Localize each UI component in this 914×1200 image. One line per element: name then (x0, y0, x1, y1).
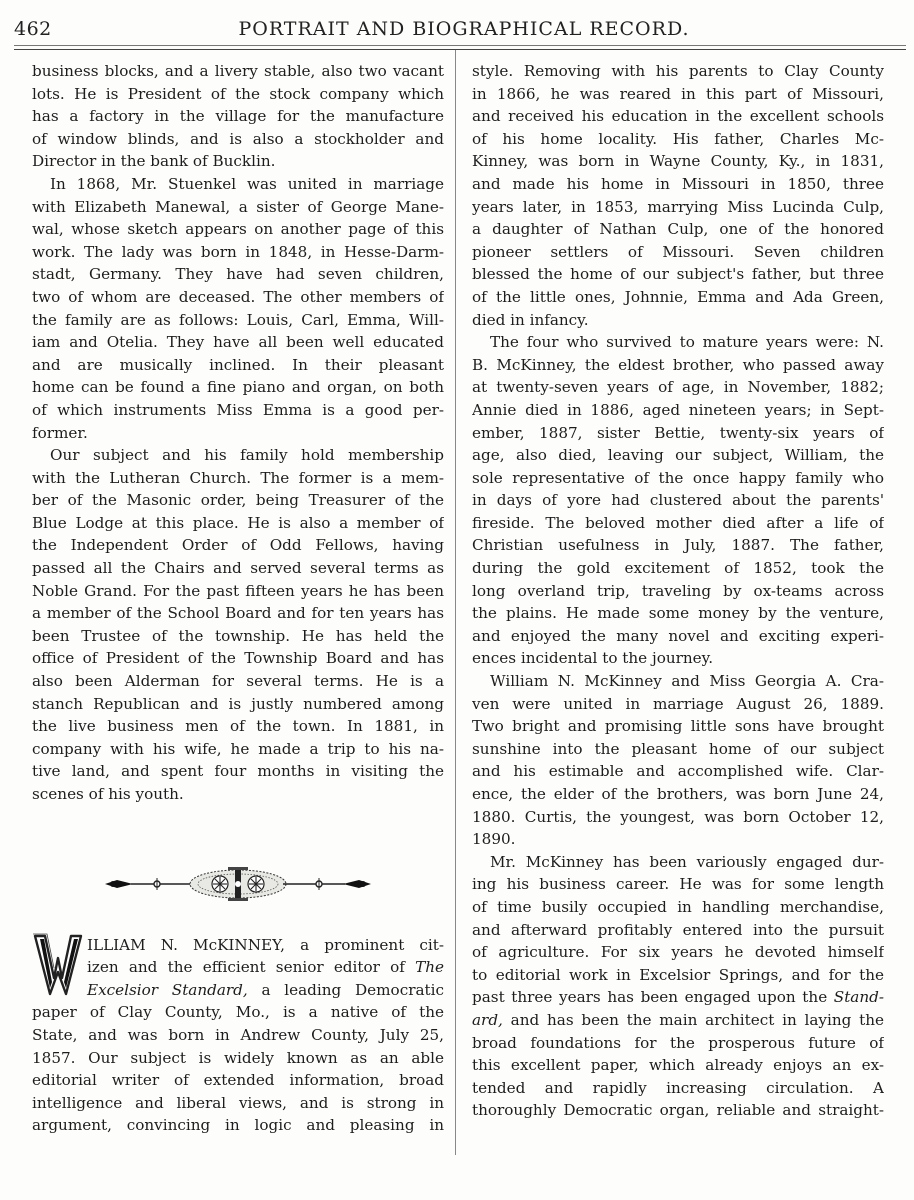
text-line: In 1868, Mr. Stuenkel was united in marriage (50, 174, 444, 193)
text-line: Blue Lodge at this place. He is also a member of (32, 513, 444, 532)
text-line: in 1866, he was reared in this part of Missouri, (472, 84, 884, 103)
text-line: ences incidental to the journey. (472, 649, 714, 668)
text-line: State, and was born in Andrew County, July 25, (32, 1025, 444, 1044)
text-span: and has been the main architect in laying the (502, 1010, 884, 1029)
text-line: argument, convincing in logic and pleasing in (32, 1116, 444, 1135)
text-line: ing his business career. He was for some length (472, 875, 884, 894)
text-line: tended and rapidly increasing circulation. A (472, 1078, 884, 1097)
text-line: stanch Republican and is justly numbered among (32, 694, 444, 713)
newspaper-title: Stand- (833, 988, 884, 1007)
text-line: been Trustee of the township. He has held the (32, 626, 444, 645)
biography-section (32, 934, 444, 1137)
text-line: pioneer settlers of Missouri. Seven children (472, 242, 884, 261)
text-line: and are musically inclined. In their pleasant (32, 355, 444, 374)
text-line: lots. He is President of the stock company which (32, 84, 444, 103)
text-line: at twenty-seven years of age, in November, 1882; (472, 378, 884, 397)
text-line: Christian usefulness in July, 1887. The father, (472, 536, 884, 555)
paragraph (472, 60, 884, 331)
text-line: of time busily occupied in handling merchandise, (472, 897, 884, 916)
paragraph (32, 173, 444, 444)
newspaper-title: ard, (472, 1010, 503, 1029)
ornament-icon (103, 864, 373, 904)
text-line: two of whom are deceased. The other members of (32, 287, 444, 306)
text-line: scenes of his youth. (32, 785, 184, 803)
text-line: of his home locality. His father, Charles Mc- (472, 129, 884, 148)
text-line: long overland trip, traveling by ox-teams across (472, 581, 884, 600)
text-line: a member of the School Board and for ten years has (32, 604, 444, 623)
text-line: style. Removing with his parents to Clay County (472, 62, 884, 80)
text-line (32, 934, 444, 957)
text-line: age, also died, leaving our subject, William, the (472, 446, 884, 465)
page-number: 462 (14, 18, 52, 40)
text-line: office of President of the Township Board and has (32, 649, 444, 668)
text-line: has a factory in the village for the manufacture (32, 107, 444, 126)
text-line: and afterward profitably entered into the pursuit (472, 920, 884, 939)
running-title: PORTRAIT AND BIOGRAPHICAL RECORD. (238, 18, 690, 40)
text-span: past three years has been engaged upon the (472, 988, 834, 1007)
text-line: 1890. (472, 830, 516, 849)
text-line: iam and Otelia. They have all been well educated (32, 333, 444, 352)
text-line: the plains. He made some money by the venture, (472, 604, 884, 623)
text-line: ven were united in marriage August 26, 1889. (472, 694, 884, 713)
text-line: William N. McKinney and Miss Georgia A. Cra- (490, 672, 884, 691)
text-line: with the Lutheran Church. The former is a mem- (32, 468, 444, 487)
text-span: a leading Democratic (247, 980, 444, 999)
text-line: thoroughly Democratic organ, reliable and straight- (472, 1101, 884, 1120)
text-line: the live business men of the town. In 1881, in (32, 717, 444, 736)
text-line (472, 986, 884, 1009)
text-line: sole representative of the once happy family who (472, 468, 884, 487)
text-line: ber of the Masonic order, being Treasurer of the (32, 491, 444, 510)
text-line: intelligence and liberal views, and is strong in (32, 1093, 444, 1112)
text-line: Kinney, was born in Wayne County, Ky., in 1831, (472, 152, 884, 171)
drop-cap-w-icon (32, 932, 84, 998)
text-line: a daughter of Nathan Culp, one of the honored (472, 220, 884, 239)
text-line: Director in the bank of Bucklin. (32, 152, 276, 171)
text-line: of the little ones, Johnnie, Emma and Ada Green, (472, 287, 884, 306)
text-line: Annie died in 1886, aged nineteen years; in Sept- (472, 400, 884, 419)
right-column (472, 60, 884, 1122)
text-line: former. (32, 423, 88, 442)
text-line: during the gold excitement of 1852, took the (472, 559, 884, 578)
text-line: fireside. The beloved mother died after a life of (472, 513, 884, 532)
text-line: home can be found a fine piano and organ, on both (32, 378, 444, 397)
text-line: of window blinds, and is also a stockholder and (32, 129, 444, 148)
text-line (32, 956, 444, 979)
text-line: and enjoyed the many novel and exciting experi- (472, 626, 884, 645)
header-rule (14, 45, 906, 50)
text-line: blessed the home of our subject's father, but three (472, 265, 884, 284)
text-line: passed all the Chairs and served several terms as (32, 559, 444, 578)
newspaper-title: The (415, 958, 444, 977)
text-line: and received his education in the excellent schools (472, 107, 884, 126)
text-line: to editorial work in Excelsior Springs, and for the (472, 965, 884, 984)
text-line: tive land, and spent four months in visiting the (32, 762, 444, 781)
newspaper-title: Excelsior Standard, (87, 980, 248, 999)
text-line: broad foundations for the prosperous future of (472, 1033, 884, 1052)
paragraph (472, 851, 884, 1122)
text-line: 1857. Our subject is widely known as an able (32, 1048, 444, 1067)
text-line: sunshine into the pleasant home of our subject (472, 739, 884, 758)
subject-name: ILLIAM N. McKINNEY, (87, 935, 285, 954)
paragraph (472, 331, 884, 670)
text-line: paper of Clay County, Mo., is a native of the (32, 1003, 444, 1022)
text-line: Our subject and his family hold membership (50, 446, 444, 465)
text-line: business blocks, and a livery stable, also two vacant (32, 62, 444, 80)
text-line: died in infancy. (472, 310, 589, 329)
text-line: company with his wife, he made a trip to his na- (32, 739, 444, 758)
paragraph (472, 670, 884, 851)
text-line: B. McKinney, the eldest brother, who passed away (472, 355, 884, 374)
left-column (32, 60, 444, 1137)
text-line: ember, 1887, sister Bettie, twenty-six years of (472, 423, 884, 442)
text-line: Mr. McKinney has been variously engaged dur- (490, 852, 884, 871)
text-line: of agriculture. For six years he devoted himself (472, 943, 884, 962)
text-line: and his estimable and accomplished wife. Clar- (472, 762, 884, 781)
text-line: The four who survived to mature years were: N. (490, 333, 884, 352)
column-divider (455, 50, 456, 1155)
paragraph (32, 60, 444, 173)
text-line: wal, whose sketch appears on another page of this (32, 220, 444, 239)
text-line: ence, the elder of the brothers, was born June 24, (472, 785, 884, 803)
ornament-divider (32, 834, 444, 934)
text-line: years later, in 1853, marrying Miss Lucinda Culp, (472, 197, 884, 216)
text-span: izen and the efficient senior editor of (87, 958, 416, 977)
text-line: Noble Grand. For the past fifteen years he has been (32, 581, 444, 600)
text-line: in days of yore had clustered about the parents' (472, 491, 884, 510)
text-line: 1880. Curtis, the youngest, was born October 12, (472, 807, 884, 826)
text-line (472, 1009, 884, 1032)
text-line: with Elizabeth Manewal, a sister of George Mane- (32, 197, 444, 216)
text-line: Two bright and promising little sons have brought (472, 717, 884, 736)
text-line: editorial writer of extended information, broad (32, 1071, 444, 1090)
text-line: also been Alderman for several terms. He is a (32, 672, 444, 691)
text-line: the Independent Order of Odd Fellows, having (32, 536, 444, 555)
text-line: the family are as follows: Louis, Carl, Emma, Will- (32, 310, 444, 329)
text-line (32, 979, 444, 1002)
text-line: stadt, Germany. They have had seven children, (32, 265, 444, 284)
text-line: work. The lady was born in 1848, in Hesse-Darm- (32, 242, 444, 261)
text-line: and made his home in Missouri in 1850, three (472, 174, 884, 193)
paragraph (32, 444, 444, 806)
text-line: of which instruments Miss Emma is a good per- (32, 400, 444, 419)
text-span: a prominent cit- (285, 935, 444, 954)
text-line: this excellent paper, which already enjoys an ex- (472, 1056, 884, 1075)
